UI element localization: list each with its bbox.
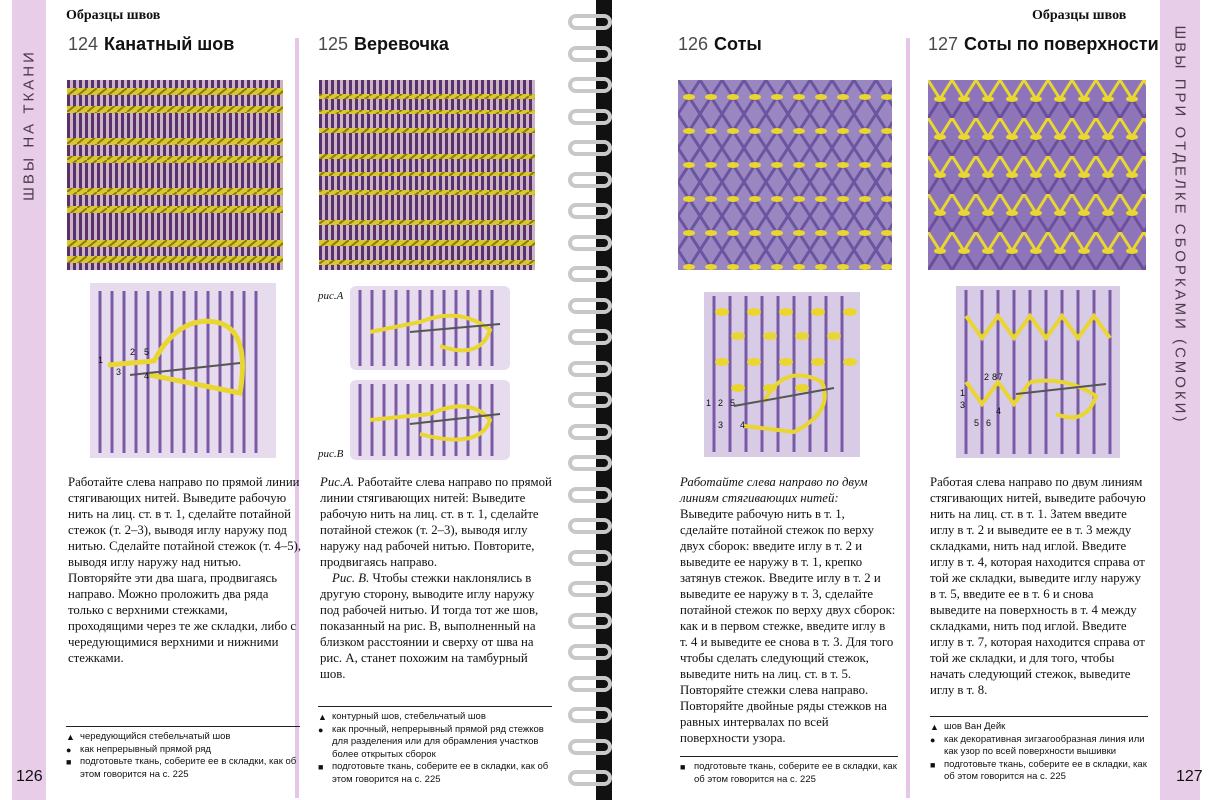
left-side-title: ШВЫ НА ТКАНИ xyxy=(20,49,38,201)
stitch-127-diagram xyxy=(956,286,1120,458)
stitch-126-notes xyxy=(680,756,898,786)
left-column-divider xyxy=(295,38,299,798)
stitch-124-instructions xyxy=(68,474,304,666)
note-text: шов Ван Дейк xyxy=(944,721,1006,732)
stitch-126-instructions xyxy=(680,474,896,746)
stitch-127-notes xyxy=(930,716,1148,784)
stitch-126-title xyxy=(678,34,762,55)
note-text: как непрерывный прямой ряд xyxy=(80,743,211,755)
stitch-name: Соты по поверхности xyxy=(964,34,1159,54)
point-label: 8 xyxy=(992,372,998,382)
note-row xyxy=(930,734,1148,759)
note-text: подготовьте ткань, соберите ее в складки, как об этом говорится на с. 225 xyxy=(332,761,549,785)
stitch-125-title xyxy=(318,34,449,55)
stitch-124-title xyxy=(68,34,234,55)
stitch-124-diagram xyxy=(90,283,276,458)
figure-label-b: рис.В xyxy=(318,448,344,460)
note-row xyxy=(66,756,300,781)
spiral-ring xyxy=(568,644,612,660)
spiral-ring xyxy=(568,109,612,125)
triangle-icon: ▲ xyxy=(66,732,75,742)
point-label: 1 xyxy=(706,398,712,408)
instruction-text: Работайте слева направо по прямой линии стягивающих нитей: Выведите рабочую нить на лиц. ст. в т. 1, сделайте потайной стежок (т. 2–3), выводя иглу наружу над рабочей нитью. Повторите, продвигаясь направо. xyxy=(320,475,552,569)
spiral-ring xyxy=(568,14,612,30)
spiral-ring xyxy=(568,235,612,251)
spiral-ring xyxy=(568,392,612,408)
instruction-paragraph xyxy=(320,474,552,570)
spiral-ring xyxy=(568,613,612,629)
note-row xyxy=(680,761,898,786)
note-text: как декоративная зигзагообразная линия или как узор по всей поверхности вышивки xyxy=(944,733,1145,757)
note-text: подготовьте ткань, соберите ее в складки, как об этом говорится на с. 225 xyxy=(944,758,1147,782)
spiral-ring xyxy=(568,455,612,471)
point-label: 2 xyxy=(718,398,724,408)
left-running-head: Образцы швов xyxy=(66,8,161,23)
right-side-title: ШВЫ ПРИ ОТДЕЛКЕ СБОРКАМИ (СМОКИ) xyxy=(1171,25,1189,425)
figure-reference: Рис. В. xyxy=(332,571,370,585)
point-label: 1 xyxy=(960,388,966,398)
spiral-ring xyxy=(568,739,612,755)
square-icon: ■ xyxy=(318,762,324,772)
spiral-ring xyxy=(568,707,612,723)
point-label: 4 xyxy=(996,406,1002,416)
spiral-ring xyxy=(568,770,612,786)
stitch-name: Канатный шов xyxy=(104,34,235,54)
point-label: 4 xyxy=(740,420,746,430)
circle-icon: ● xyxy=(318,724,324,735)
spiral-ring xyxy=(568,266,612,282)
note-text: как прочный, непрерывный прямой ряд стежков для разделения или для обрамления участков более открытых сборок xyxy=(332,723,544,760)
square-icon: ■ xyxy=(930,759,936,770)
point-label: 3 xyxy=(116,367,122,377)
note-row xyxy=(66,731,300,744)
stitch-125-diagram-a xyxy=(350,286,510,370)
point-label: 5 xyxy=(730,398,736,408)
note-text: чередующийся стебельчатый шов xyxy=(80,731,231,742)
circle-icon: ● xyxy=(66,744,72,755)
triangle-icon: ▲ xyxy=(930,722,939,732)
spiral-ring xyxy=(568,361,612,377)
instruction-paragraph: Работайте слева направо по прямой линии стягивающих нитей. Выведите рабочую нить на лиц. ст. в т. 1, сделайте потайной стежок (т. 2–3), выводя иглу наружу под нитью. Сделайте потайной стежок (т. 4–5), выводя иглу наружу над нитью. Повторяйте эти два шага, продвигаясь направо. Можно проложить два ряда только с верхними стежками, проходящими через те же складки, либо с чередующимися верхними и нижними стежками. xyxy=(68,475,302,665)
note-text: подготовьте ткань, соберите ее в складки, как об этом говорится на с. 225 xyxy=(80,756,297,780)
point-label: 6 xyxy=(986,418,992,428)
spiral-ring xyxy=(568,581,612,597)
stitch-124-notes xyxy=(66,726,300,781)
figure-label-a: рис.А xyxy=(318,290,344,302)
stitch-127-title xyxy=(928,34,1159,55)
instruction-paragraph: Выведите рабочую нить в т. 1, сделайте потайной стежок по верху двух сборок: введите иглу в т. 2 и выведите ее наружу в т. 1, крепко затянув стежок. Введите иглу в т. 2 и выведите ее наружу в т. 3, сделайте потайной стежок по верху двух сборок: как и в первом стежке, введите иглу в т. 4 и выведите ее снова в т. 3. Для того чтобы сделать следующий стежок, выведите нить на лиц. ст. в т. 5. Повторяйте стежки слева направо. Повторяйте двойные ряды стежков на равных интервалах по всей поверхности узора. xyxy=(680,507,896,745)
square-icon: ■ xyxy=(680,762,686,772)
stitch-125-photo xyxy=(319,80,535,270)
spiral-ring xyxy=(568,203,612,219)
figure-reference: Рис.А. xyxy=(320,475,355,489)
stitch-number: 124 xyxy=(68,34,99,54)
stitch-127-instructions xyxy=(930,474,1146,698)
note-row xyxy=(66,744,300,757)
instruction-text: Чтобы стежки наклонялись в другую сторону, выводите иглу наружу под рабочей нитью. И тогда тот же шов, показанный на рис. В, выполненный на близком расстоянии и сверху от шва на рис. А, станет похожим на тамбурный шов. xyxy=(320,571,539,681)
note-text: подготовьте ткань, соберите ее в складки, как об этом говорится на с. 225 xyxy=(694,761,897,785)
stitch-name: Соты xyxy=(714,34,762,54)
spiral-ring xyxy=(568,298,612,314)
point-label: 2 xyxy=(130,347,136,357)
stitch-number: 125 xyxy=(318,34,349,54)
right-page-number: 127 xyxy=(1176,768,1203,785)
spiral-ring xyxy=(568,550,612,566)
point-label: 7 xyxy=(998,372,1004,382)
note-row xyxy=(930,759,1148,784)
spiral-ring xyxy=(568,77,612,93)
note-row xyxy=(318,711,552,724)
spiral-ring xyxy=(568,46,612,62)
stitch-124-photo xyxy=(67,80,283,270)
point-label: 4 xyxy=(144,371,150,381)
point-label: 3 xyxy=(960,400,966,410)
note-row xyxy=(318,724,552,762)
spiral-binding xyxy=(562,0,622,800)
instruction-paragraph: Работая слева направо по двум линиям стягивающих нитей, выведите рабочую нить на лиц. ст. в т. 1. Затем введите иглу в т. 2 и выведите ее в т. 3 между складками, нить над иглой. Введите иглу в т. 4, которая находится справа от той же складки, выведите иглу наружу в т. 5, введите ее в т. 6 и снова выведите на поверхность в т. 4 между складками, нить под иглой. Введите иглу в т. 7, которая находится справа от той же складки, и для того, чтобы начать следующий стежок, выведите иглу в т. 8. xyxy=(930,475,1146,697)
spiral-ring xyxy=(568,518,612,534)
stitch-125-instructions xyxy=(320,474,552,682)
point-label: 5 xyxy=(144,347,150,357)
left-page-number: 126 xyxy=(16,768,43,785)
spiral-ring xyxy=(568,140,612,156)
point-label: 2 xyxy=(984,372,990,382)
stitch-125-diagram-b xyxy=(350,380,510,460)
stitch-125-notes xyxy=(318,706,552,786)
spiral-ring xyxy=(568,424,612,440)
square-icon: ■ xyxy=(66,757,72,767)
spiral-ring xyxy=(568,172,612,188)
note-row xyxy=(930,721,1148,734)
stitch-name: Веревочка xyxy=(354,34,449,54)
triangle-icon: ▲ xyxy=(318,712,327,722)
circle-icon: ● xyxy=(930,734,936,745)
point-label: 1 xyxy=(98,355,104,365)
stitch-number: 127 xyxy=(928,34,959,54)
point-label: 3 xyxy=(718,420,724,430)
spiral-ring xyxy=(568,487,612,503)
right-column-divider xyxy=(906,38,910,798)
spiral-ring xyxy=(568,329,612,345)
note-text: контурный шов, стебельчатый шов xyxy=(332,711,486,722)
instruction-paragraph xyxy=(320,570,552,682)
spiral-ring xyxy=(568,676,612,692)
note-row xyxy=(318,761,552,786)
stitch-126-photo xyxy=(678,80,892,270)
stitch-127-photo xyxy=(928,80,1146,270)
instruction-paragraph: Работайте слева направо по двум линиям стягивающих нитей: xyxy=(680,475,868,505)
right-running-head: Образцы швов xyxy=(1032,8,1127,23)
stitch-126-diagram xyxy=(704,292,860,457)
point-label: 5 xyxy=(974,418,980,428)
stitch-number: 126 xyxy=(678,34,709,54)
